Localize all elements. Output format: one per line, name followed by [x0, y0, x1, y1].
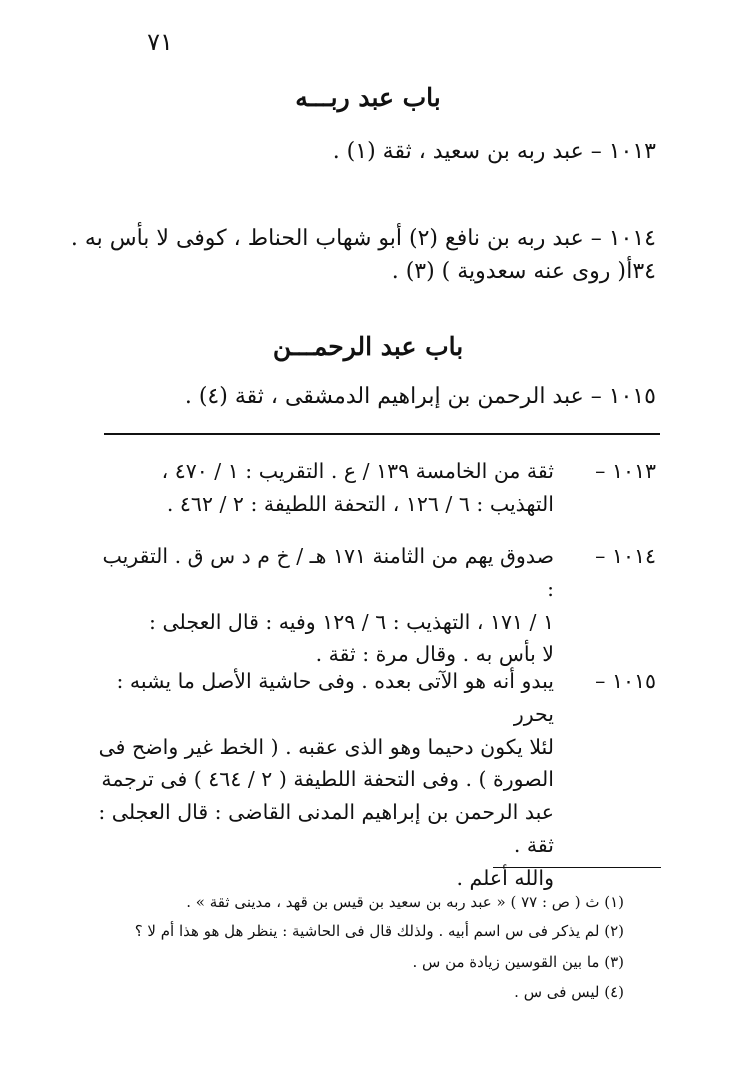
note-number: ١٠١٥ – [595, 669, 656, 693]
entry-1014-line1: ١٠١٤ – عبد ربه بن نافع (٢) أبو شهاب الحناط ، كوفى لا بأس به . ٣٤أ [70, 226, 656, 284]
note-1015 [96, 665, 656, 895]
note-line: والله أعلم . [456, 865, 554, 890]
note-line: التهذيب : ٦ / ١٢٦ ، التحفة اللطيفة : ٢ / ٤٦٢ . [166, 491, 554, 516]
main-separator-line [104, 433, 660, 435]
entry-1015: ١٠١٥ – عبد الرحمن بن إبراهيم الدمشقى ، ثقة (٤) . [184, 384, 656, 409]
footnote-4: (٤) ليس فى س . [514, 983, 624, 1001]
entry-1013: ١٠١٣ – عبد ربه بن سعيد ، ثقة (١) . [332, 139, 656, 164]
section-heading-abd-rabbih: باب عبد ربـــه [295, 83, 441, 112]
note-line: ثقة من الخامسة ١٣٩ / ع . التقريب : ١ / ٤٧٠ ، [161, 459, 554, 483]
note-line: يبدو أنه هو الآتى بعده . وفى حاشية الأصل ما يشبه : يحرر [116, 669, 554, 726]
note-line: ١ / ١٧١ ، التهذيب : ٦ / ١٢٩ وفيه : قال العجلى : [149, 609, 554, 634]
page-number: ٧١ [147, 28, 173, 56]
note-number: ١٠١٣ – [595, 459, 656, 483]
entry-1014-line2: ( روى عنه سعدوية ) (٣) . [391, 259, 626, 284]
footnote-separator-line [493, 867, 661, 868]
section-heading-abd-alrahman: باب عبد الرحمـــن [272, 332, 464, 361]
note-1013 [96, 455, 656, 521]
note-number: ١٠١٤ – [595, 544, 656, 568]
note-line: عبد الرحمن بن إبراهيم المدنى القاضى : قال العجلى : ثقة . [98, 800, 554, 857]
note-1014 [96, 540, 656, 671]
note-line: الصورة ) . وفى التحفة اللطيفة ( ٢ / ٤٦٤ ) فى ترجمة [101, 767, 554, 792]
footnote-3: (٣) ما بين القوسين زيادة من س . [412, 953, 624, 971]
footnote-2: (٢) لم يذكر فى س اسم أبيه . ولذلك قال فى الحاشية : ينظر هل هو هذا أم لا ؟ [134, 922, 624, 940]
note-line: لا بأس به . وقال مرة : ثقة . [315, 642, 554, 667]
note-line: صدوق يهم من الثامنة ١٧١ هـ / خ م د س ق . التقريب : [102, 544, 554, 601]
footnote-1: (١) ث ( ص : ٧٧ ) « عبد ربه بن سعيد بن قيس بن قهد ، مدينى ثقة » . [186, 893, 624, 911]
note-line: لئلا يكون دحيما وهو الذى عقبه . ( الخط غير واضح فى [98, 734, 554, 759]
